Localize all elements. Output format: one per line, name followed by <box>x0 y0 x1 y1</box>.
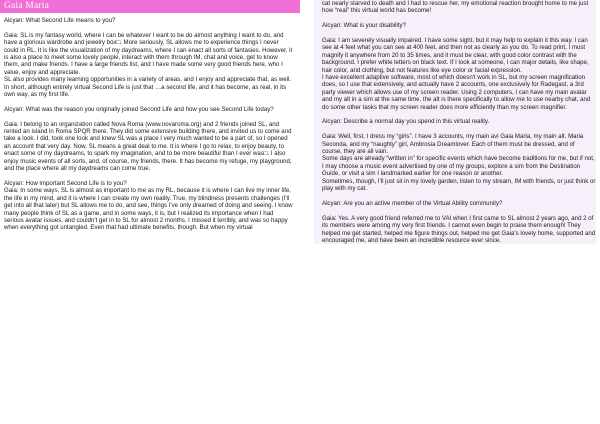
left-column <box>0 0 300 239</box>
answer-6: Gaia: Yes. A very good friend referred me to VAI when I first came to SL almost 2 years ago, and 2 of its members were among my very first friends. I cannot even begin to praise them enough! They helped me get started, helped me figure things out, helped me get Gaia's lovely home, supported and encouraged me, and have been an incredible resource ever since. <box>322 214 596 244</box>
answer-4-paragraph-2: I have excellent adaptive software, most of which doesn't work in SL, but my screen magnification does, so I use that extensively, and actually have 2 accounts, one exclusively for Radegast, a 3rd party viewer which allows use of my screen reader. Using 2 computers, I can have my main avatar and my alt in a sim at the same time, the alt is there specifically to allow me to use nearby chat, and do some other tasks that my screen reader does more efficiently than my screen magnifier. <box>322 74 591 111</box>
answer-5-paragraph-3: Sometimes, though, I'll just sit in my lovely garden, listen to my stream, IM with friends, or just think or play with my cat. <box>322 177 596 193</box>
question-6: Alcyan: Are you an active member of the Virtual Ability community? <box>322 199 503 207</box>
question-3: Alcyan: How important Second Life is to you? <box>4 179 127 187</box>
answer-4-paragraph-1: Gaia: I am severely visually impaired. I have some sight, but it may help to explain it this way. I can see at 4 feet what you can see at 400 feet, and then not as clearly as you do. To read print, I must magnify it anywhere from 20 to 35 times, and it must be clear, with good color contrast with the background. I prefer white letters on black text. If I look at someone, I can major details, like shape, hair color, and clothing, but not features like eye color or facial expression. <box>322 37 589 74</box>
answer-2: Gaia: I belong to an organization called Nova Roma (www.novaroma.org) and 2 friends joined SL, and rented an island in Roma SPQR there. They did some extensive building there, and invited us to come and take a look. I did, took one look and knew SL was a place I very much wanted to be a part of, so I opened an account that very day. Now, SL means a great deal to me. It is where I go to relax, to enjoy beauty, to enact some of my daydreams, to spark my imagination, and to be more beautiful than I ever was□. I also enjoy music events of all sorts, and, of course, my friends, there. It has become my refuge, my playground, and the place where all my daydreams can come true. <box>4 120 292 173</box>
right-text-panel <box>314 0 596 244</box>
answer-1-paragraph-1: Gaia: SL is my fantasy world, where I can be whatever I want to be do almost anything I want to do, and have a glorious wardrobe and jewelry box□. More seriously, SL allows me to experience things I never could in RL. It is like the visualization of my daydreams, where I can enact all sorts of fantasies. However, it is also a place to meet some lovely people, interact with them through IM, chat and voice, get to know them, and make friends. I have a large friends list, and I have made some very good friends here, who I value, enjoy and appreciate. <box>4 31 293 76</box>
title-banner <box>0 0 300 13</box>
question-1: Alcyan: What Second Life means to you? <box>4 17 116 24</box>
question-2: Alcyan: What was the reason you originally joined Second Life and how you see Second Life today? <box>4 105 274 113</box>
answer-5-paragraph-2: Some days are already “written in” for specific events which have become traditions for me, but if not, I may choose a music event advertised by one of my groups, explore a sim from the Destination Guide, or visit a sim I landmarked earlier for one reason or another. <box>322 155 595 178</box>
page-title: Gaia Maria <box>4 0 49 11</box>
answer-1-paragraph-2: SL also provides many learning opportunities in a variety of areas, and I enjoy and appreciate that, as well. In short, although entirely virtual Second Life is just that …a second life, and it has become, as real, in its own way, as my first life. <box>4 76 292 99</box>
question-5: Alcyan: Describe a normal day you spend in this virtual reality. <box>322 118 490 126</box>
answer-5-paragraph-1: Gaia: Well, first, I dress my “girls”. I have 3 accounts, my main avi Gaia Maria, my main alt, Maria Seconda, and my “naughty” girl, Ambrosia Dreamlover. Each of them must be dressed, and of course, they are all vain. <box>322 133 584 156</box>
right-column <box>304 0 596 252</box>
question-4: Alcyan: What is your disability? <box>322 22 406 30</box>
answer-3: Gaia: In some ways, SL is almost as important to me as my RL, because it is where I can live my inner life, the life in my mind, and it is where I can create my own reality. True, my blindness presents challenges (I'll get into all that later) but SL allows me to do, and see, things I've only dreamed of doing and seeing. I know many people think of SL as a game, and in some ways, it is, but I realized its importance when I had serious avatar issues, and couldn't get in to SL for almost 2 months. I missed it terribly, and was so happy when everything got untangled. Even that had ultimate benefits, though. But when my virtual <box>4 187 293 232</box>
answer-3-continued: cat nearly starved to death and I had to rescue her, my emotional reaction brought home to me just how “real” this virtual world has become! <box>322 0 589 15</box>
